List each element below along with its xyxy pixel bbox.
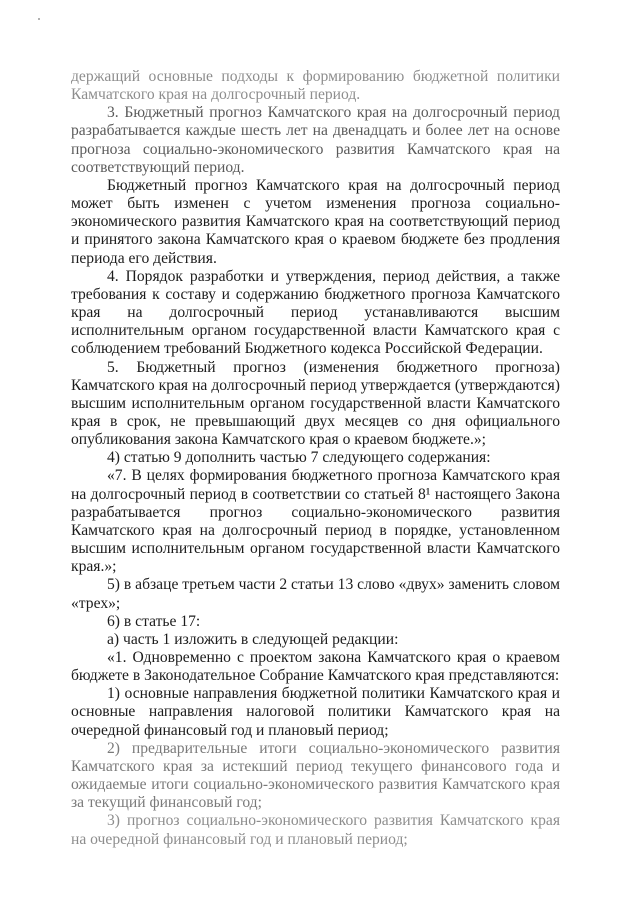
paragraph-7: «7. В целях формирования бюджетного прогноза Камчатского края на долгосрочный период в соответствии со статьей 8¹ настоящего Закона разрабатывается прогноз социально-экономического развития Камчатского края на долгосрочный период в порядке, установленном высшим исполнительным органом государственной власти Камчатского края.»; bbox=[71, 467, 560, 576]
paragraph-11: «1. Одновременно с проектом закона Камчатского края о краевом бюджете в Законодательное Собрание Камчатского края представляются: bbox=[71, 649, 560, 685]
scan-speck bbox=[38, 18, 40, 20]
paragraph-14: 3) прогноз социально-экономического развития Камчатского края на очередной финансовый год и плановый период; bbox=[71, 812, 560, 848]
paragraph-6: 4) статью 9 дополнить частью 7 следующего содержания: bbox=[107, 449, 491, 467]
paragraph-10: а) часть 1 изложить в следующей редакции: bbox=[107, 630, 399, 648]
paragraph-2: 3. Бюджетный прогноз Камчатского края на долгосрочный период разрабатывается каждые шесть лет на двенадцать и более лет на основе прогноза социально-экономического развития Камчатского края на соответствующий период. bbox=[71, 104, 560, 176]
paragraph-5: 5. Бюджетный прогноз (изменения бюджетного прогноза) Камчатского края на долгосрочный период утверждается (утверждаются) высшим исполнительным органом государственной власти Камчатского края в срок, не превышающий двух месяцев со дня официального опубликования закона Камчатского края о краевом бюджете.»; bbox=[71, 358, 560, 449]
document-body bbox=[71, 68, 560, 849]
paragraph-8: 5) в абзаце третьем части 2 статьи 13 слово «двух» заменить словом «трех»; bbox=[71, 576, 560, 612]
paragraph-12: 1) основные направления бюджетной политики Камчатского края и основные направления налоговой политики Камчатского края на очередной финансовый год и плановый период; bbox=[71, 685, 560, 739]
paragraph-4: 4. Порядок разработки и утверждения, период действия, а также требования к составу и содержанию бюджетного прогноза Камчатского края на долгосрочный период устанавливаются высшим исполнительным органом государственной власти Камчатского края с соблюдением требований Бюджетного кодекса Российской Федерации. bbox=[71, 267, 560, 358]
paragraph-13: 2) предварительные итоги социально-экономического развития Камчатского края за истекший период текущего финансового года и ожидаемые итоги социально-экономического развития Камчатского края за текущий финансовый год; bbox=[71, 739, 560, 812]
paragraph-3: Бюджетный прогноз Камчатского края на долгосрочный период может быть изменен с учетом изменения прогноза социально-экономического развития Камчатского края на соответствующий период и принятого закона Камчатского края о краевом бюджете без продления периода его действия. bbox=[71, 176, 560, 267]
paragraph-9: 6) в статье 17: bbox=[107, 612, 201, 630]
paragraph-1: держащий основные подходы к формированию бюджетной политики Камчатского края на долгосрочный период. bbox=[71, 68, 560, 104]
